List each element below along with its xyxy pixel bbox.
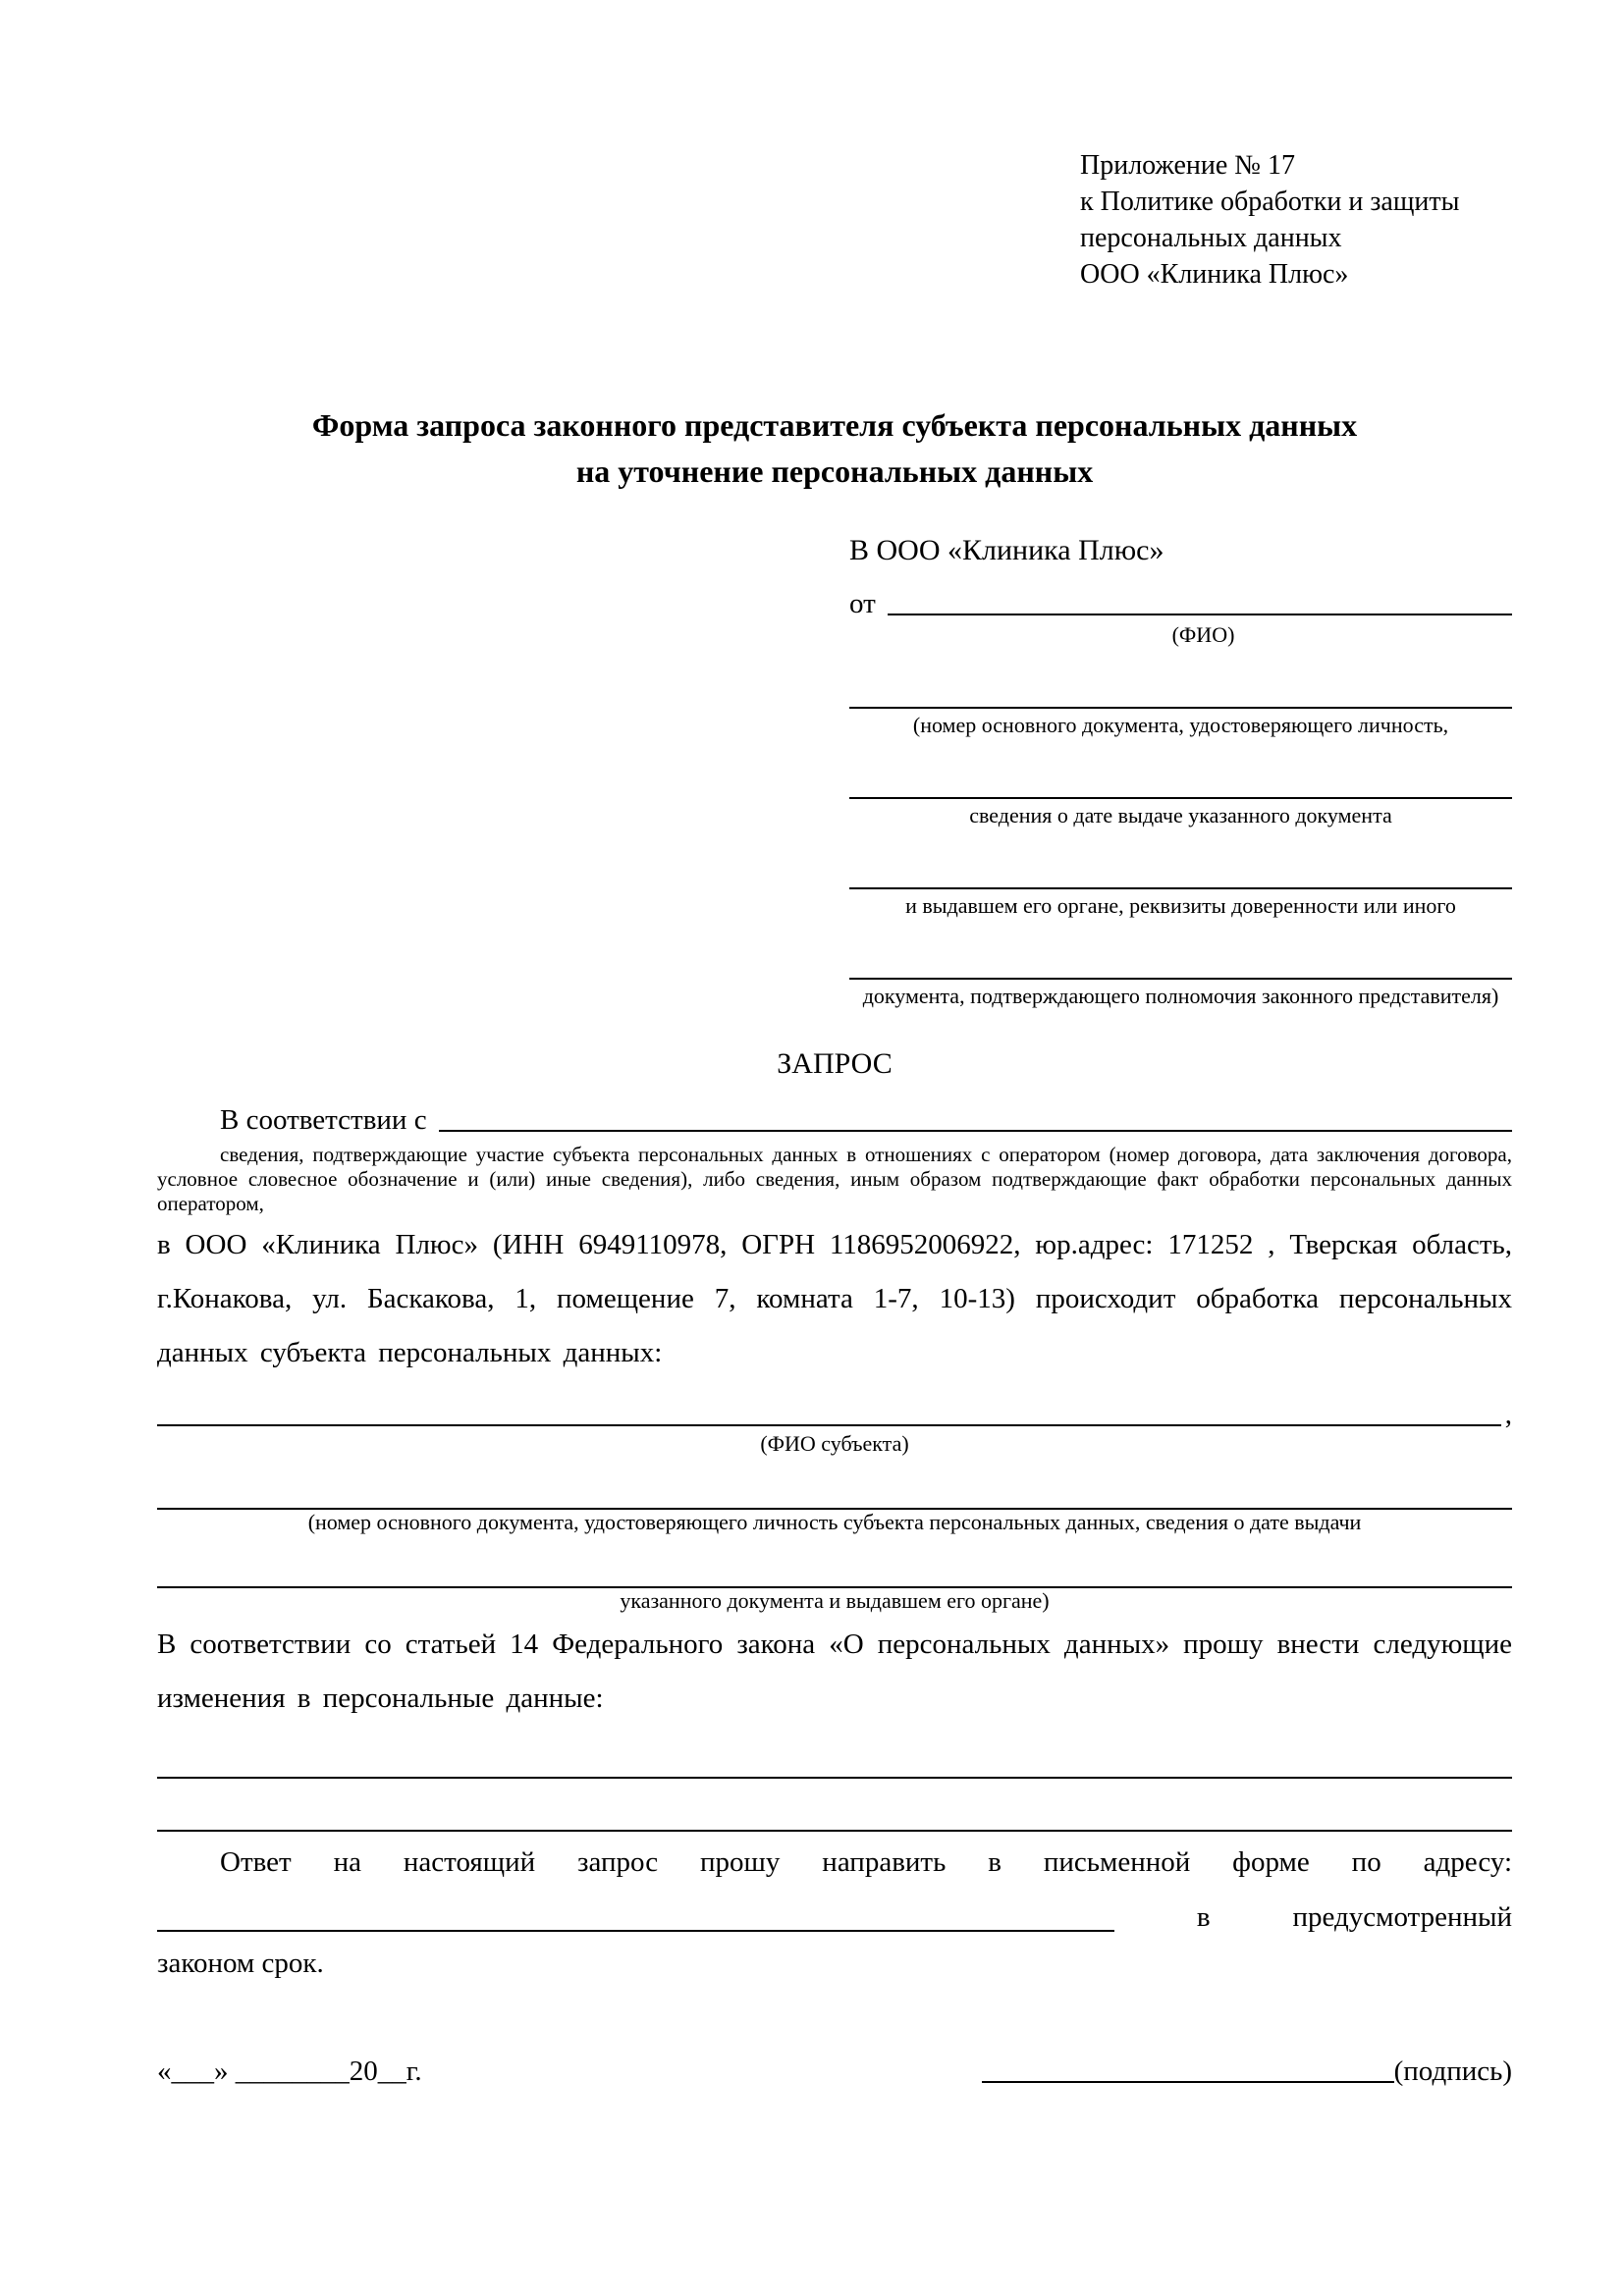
answer-address-fill-in-line	[157, 1930, 1114, 1932]
signature-block	[982, 2056, 1512, 2088]
from-field-row	[849, 579, 1512, 620]
subject-document-fill-in-line	[157, 1457, 1512, 1510]
accordance-field-row	[157, 1094, 1512, 1137]
signature-fill-in-line	[982, 2081, 1394, 2083]
title-line-2: на уточнение персональных данных	[575, 454, 1094, 489]
subject-document-caption-1: (номер основного документа, удостоверяющего личность субъекта персональных данных, сведения о дате выдачи	[307, 1510, 1362, 1534]
document-number-fill-in-line	[849, 673, 1512, 709]
header-line-company: ООО «Клиника Плюс»	[1080, 259, 1349, 290]
title-line-1: Форма запроса законного представителя субъекта персональных данных	[311, 407, 1358, 443]
addressee-block	[849, 530, 1512, 1009]
accordance-caption: сведения, подтверждающие участие субъекта персональных данных в отношениях с оператором (номер договора, дата заключения договора, условное словесное обозначение и (или) иные сведения), либо сведения, иным образом подтверждающие факт обработки персональных данных оператором,	[157, 1143, 1512, 1215]
issue-date-caption: сведения о дате выдаче указанного документа	[969, 803, 1392, 828]
addressee-to: В ООО «Клиника Плюс»	[849, 534, 1164, 566]
header-line-policy2: персональных данных	[1080, 223, 1342, 253]
date-fill-in: «___» ________20__г.	[157, 2056, 422, 2087]
issuing-authority-caption: и выдавшем его органе, реквизиты доверенности или иного	[905, 893, 1456, 918]
representative-authority-caption: документа, подтверждающего полномочия законного представителя)	[862, 984, 1499, 1008]
from-label: от	[849, 588, 876, 619]
answer-paragraph: Ответ на настоящий запрос прошу направить в письменной форме по адресу:	[220, 1846, 1512, 1878]
subject-fio-caption: (ФИО субъекта)	[760, 1431, 909, 1456]
request-heading: ЗАПРОС	[777, 1047, 893, 1080]
document-header	[1080, 147, 1512, 293]
header-line-appendix: Приложение № 17	[1080, 150, 1295, 181]
footer-row	[157, 2056, 1512, 2088]
answer-in-word: в	[1196, 1901, 1211, 1933]
representative-authority-fill-in-line	[849, 944, 1512, 980]
subject-fio-trailing-comma: ,	[1504, 1399, 1512, 1430]
issuing-authority-fill-in-line	[849, 854, 1512, 889]
subject-fio-row	[157, 1380, 1512, 1431]
changes-fill-in-line-1	[157, 1726, 1512, 1779]
from-fill-in-line	[888, 614, 1512, 615]
signature-caption: (подпись)	[1393, 2056, 1512, 2087]
document-number-caption: (номер основного документа, удостоверяющего личность,	[912, 713, 1449, 737]
subject-document-authority-fill-in-line	[157, 1535, 1512, 1588]
answer-tail: законом срок.	[157, 1948, 324, 1979]
issue-date-fill-in-line	[849, 764, 1512, 799]
changes-fill-in-line-2	[157, 1779, 1512, 1832]
answer-provided-word: предусмотренный	[1292, 1901, 1512, 1933]
header-line-policy: к Политике обработки и защиты	[1080, 187, 1460, 217]
fio-caption: (ФИО)	[1171, 622, 1235, 647]
accordance-label: В соответствии с	[220, 1104, 427, 1136]
law-paragraph: В соответствии со статьей 14 Федерального закона «О персональных данных» прошу внести следующие изменения в персональные данные:	[157, 1629, 1512, 1714]
answer-address-row	[157, 1890, 1512, 1937]
subject-document-caption-2: указанного документа и выдавшем его органе)	[620, 1588, 1050, 1613]
accordance-fill-in-line	[439, 1130, 1512, 1132]
subject-fio-fill-in-line	[157, 1424, 1501, 1426]
document-title	[157, 402, 1512, 495]
operator-paragraph: в ООО «Клиника Плюс» (ИНН 6949110978, ОГРН 1186952006922, юр.адрес: 171252 , Тверская область, г.Конакова, ул. Баскакова, 1, помещение 7, комната 1-7, 10-13) происходит обработка персональных данных субъекта персональных данных:	[157, 1229, 1512, 1368]
